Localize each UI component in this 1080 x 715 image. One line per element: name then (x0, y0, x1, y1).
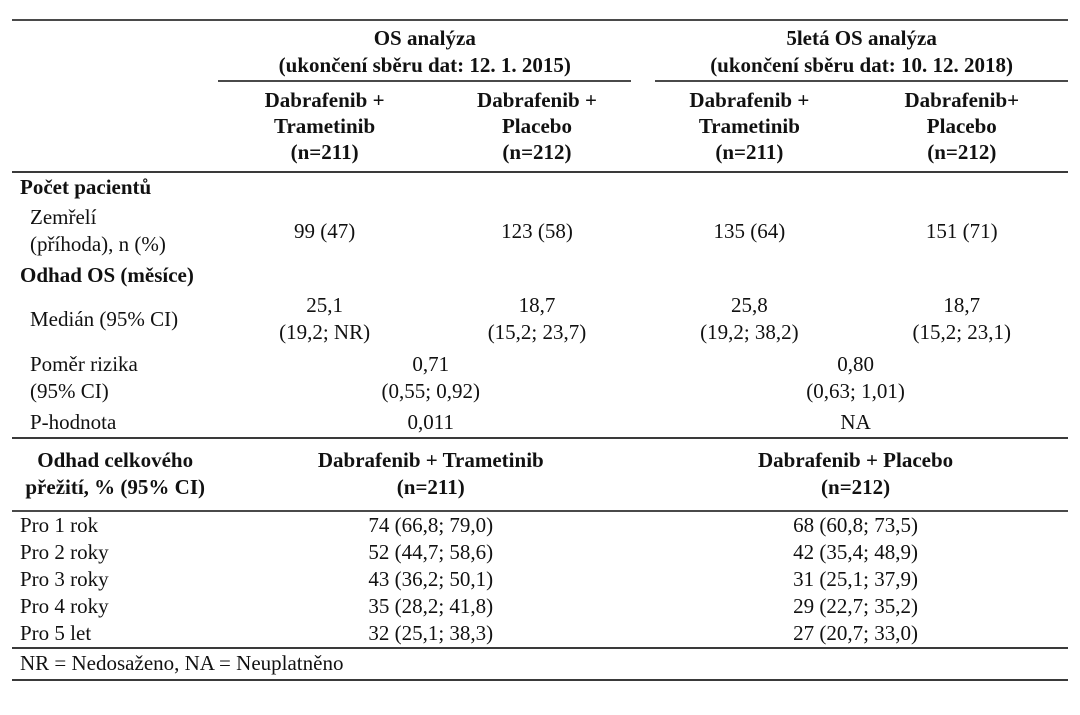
col-header-dabrafenib-placebo-os (431, 82, 643, 172)
five-year-os-analysis-span-header (643, 20, 1068, 82)
table-footnote-row (12, 648, 1068, 680)
row-label-pro-1-rok: Pro 1 rok (20, 513, 99, 537)
drug-name-line: Dabrafenib + Trametinib (317, 448, 544, 472)
hazard-ratio-value: 0,80 (837, 352, 874, 376)
table-row-year-4 (12, 593, 1068, 620)
table-row-patient-count-header (12, 172, 1068, 202)
treatment-arm-header-row (12, 82, 1068, 172)
survival-1y-placebo: 68 (60,8; 73,5) (793, 513, 918, 537)
hazard-ratio-ci: (0,63; 1,01) (806, 379, 905, 403)
table-row-deaths (12, 202, 1068, 261)
empty-cell (218, 261, 430, 290)
survival-1y-trametinib: 74 (66,8; 79,0) (368, 513, 494, 537)
os-analysis-cutoff-date: (ukončení sběru dat: 12. 1. 2015) (278, 53, 571, 77)
table-row-hazard-ratio (12, 349, 1068, 408)
median-ci: (19,2; NR) (279, 320, 371, 344)
row-label-line: (příhoda), n (%) (30, 232, 166, 256)
drug-name-line: Dabrafenib + (477, 88, 597, 112)
row-label-line: Poměr rizika (30, 352, 138, 376)
drug-name-line: Dabrafenib + (689, 88, 810, 112)
drug-name-line: Trametinib (274, 114, 376, 138)
hazard-ratio-value: 0,71 (412, 352, 450, 376)
table-row-p-value (12, 408, 1068, 438)
col-header-sec2-placebo (643, 438, 1068, 511)
deaths-value-trametinib-5y: 135 (64) (713, 218, 786, 243)
empty-label-cell (12, 82, 218, 172)
drug-name-line: Dabrafenib + Placebo (758, 448, 954, 472)
empty-cell (856, 261, 1068, 290)
row-label-p-hodnota: P-hodnota (30, 410, 117, 434)
hazard-ratio-ci: (0,55; 0,92) (381, 379, 481, 403)
empty-cell (856, 172, 1068, 202)
deaths-value-placebo-5y: 151 (71) (925, 218, 998, 243)
survival-4y-placebo: 29 (22,7; 35,2) (793, 594, 918, 618)
col-header-dabrafenib-placebo-5y (856, 82, 1068, 172)
empty-cell (643, 261, 855, 290)
row-label-pro-5-let: Pro 5 let (20, 621, 92, 645)
sample-size: (n=212) (927, 140, 997, 164)
hazard-ratio-os (218, 349, 643, 408)
median-value-placebo-5y (856, 290, 1068, 349)
survival-5y-trametinib: 32 (25,1; 38,3) (368, 621, 494, 645)
table-row-year-5 (12, 620, 1068, 648)
sample-size: (n=212) (821, 475, 891, 499)
table-row-os-estimate-header (12, 261, 1068, 290)
hazard-ratio-5y (643, 349, 1068, 408)
median-value-placebo-os (431, 290, 643, 349)
drug-name-line: Dabrafenib+ (904, 88, 1020, 112)
col-header-dabrafenib-trametinib-5y (643, 82, 855, 172)
row-label-median: Medián (95% CI) (30, 306, 179, 331)
empty-corner-cell (12, 20, 218, 82)
median-ci: (19,2; 38,2) (700, 320, 799, 344)
row-label-line: (95% CI) (30, 379, 109, 403)
survival-2y-trametinib: 52 (44,7; 58,6) (368, 540, 494, 564)
sample-size: (n=211) (290, 140, 359, 164)
row-label-pocet-pacientu: Počet pacientů (20, 175, 152, 199)
drug-name-line: Trametinib (698, 114, 800, 138)
survival-5y-placebo: 27 (20,7; 33,0) (793, 621, 918, 645)
table-row-year-3 (12, 566, 1068, 593)
sample-size: (n=211) (396, 475, 465, 499)
col-header-sec2-trametinib (218, 438, 643, 511)
os-survival-analysis-table (12, 19, 1068, 681)
drug-name-line: Placebo (501, 114, 572, 138)
section2-label: Odhad celkového přežití, % (95% CI) (12, 438, 218, 511)
drug-name-line: Placebo (926, 114, 997, 138)
sample-size: (n=211) (715, 140, 784, 164)
deaths-value-trametinib-os: 99 (47) (293, 218, 356, 243)
median-value: 25,1 (306, 293, 343, 317)
p-value-5y: NA (840, 410, 871, 434)
empty-cell (643, 172, 855, 202)
table-row-year-2 (12, 539, 1068, 566)
footnote-abbreviations: NR = Nedosaženo, NA = Neuplatněno (12, 648, 1068, 680)
deaths-value-placebo-os: 123 (58) (501, 218, 573, 243)
survival-3y-trametinib: 43 (36,2; 50,1) (368, 567, 494, 591)
row-label-pro-2-roky: Pro 2 roky (20, 540, 109, 564)
empty-cell (431, 261, 643, 290)
row-label-line: Zemřelí (30, 205, 97, 229)
table-row-median (12, 290, 1068, 349)
median-value: 18,7 (943, 293, 981, 317)
os-analysis-span-header (218, 20, 643, 82)
table-row-year-1 (12, 511, 1068, 539)
median-value-trametinib-5y (643, 290, 855, 349)
p-value-os: 0,011 (407, 410, 455, 434)
five-year-os-analysis-title: 5letá OS analýza (786, 26, 937, 50)
survival-estimate-header-row (12, 438, 1068, 511)
empty-cell (218, 172, 430, 202)
survival-3y-placebo: 31 (25,1; 37,9) (793, 567, 918, 591)
empty-cell (431, 172, 643, 202)
five-year-os-analysis-cutoff-date: (ukončení sběru dat: 10. 12. 2018) (710, 53, 1013, 77)
row-label-odhad-os: Odhad OS (měsíce) (20, 263, 194, 287)
analysis-span-header-row (12, 20, 1068, 82)
col-header-dabrafenib-trametinib-os (218, 82, 430, 172)
row-label-pro-3-roky: Pro 3 roky (20, 567, 109, 591)
row-label-pomer-rizika (12, 349, 218, 408)
row-label-zemreli (12, 202, 218, 261)
median-value-trametinib-os (218, 290, 430, 349)
os-analysis-title: OS analýza (373, 26, 476, 50)
median-ci: (15,2; 23,1) (912, 320, 1012, 344)
drug-name-line: Dabrafenib + (264, 88, 385, 112)
row-label-pro-4-roky: Pro 4 roky (20, 594, 109, 618)
survival-2y-placebo: 42 (35,4; 48,9) (793, 540, 918, 564)
median-value: 25,8 (730, 293, 768, 317)
sample-size: (n=212) (502, 140, 572, 164)
median-ci: (15,2; 23,7) (487, 320, 587, 344)
median-value: 18,7 (518, 293, 556, 317)
survival-4y-trametinib: 35 (28,2; 41,8) (368, 594, 494, 618)
